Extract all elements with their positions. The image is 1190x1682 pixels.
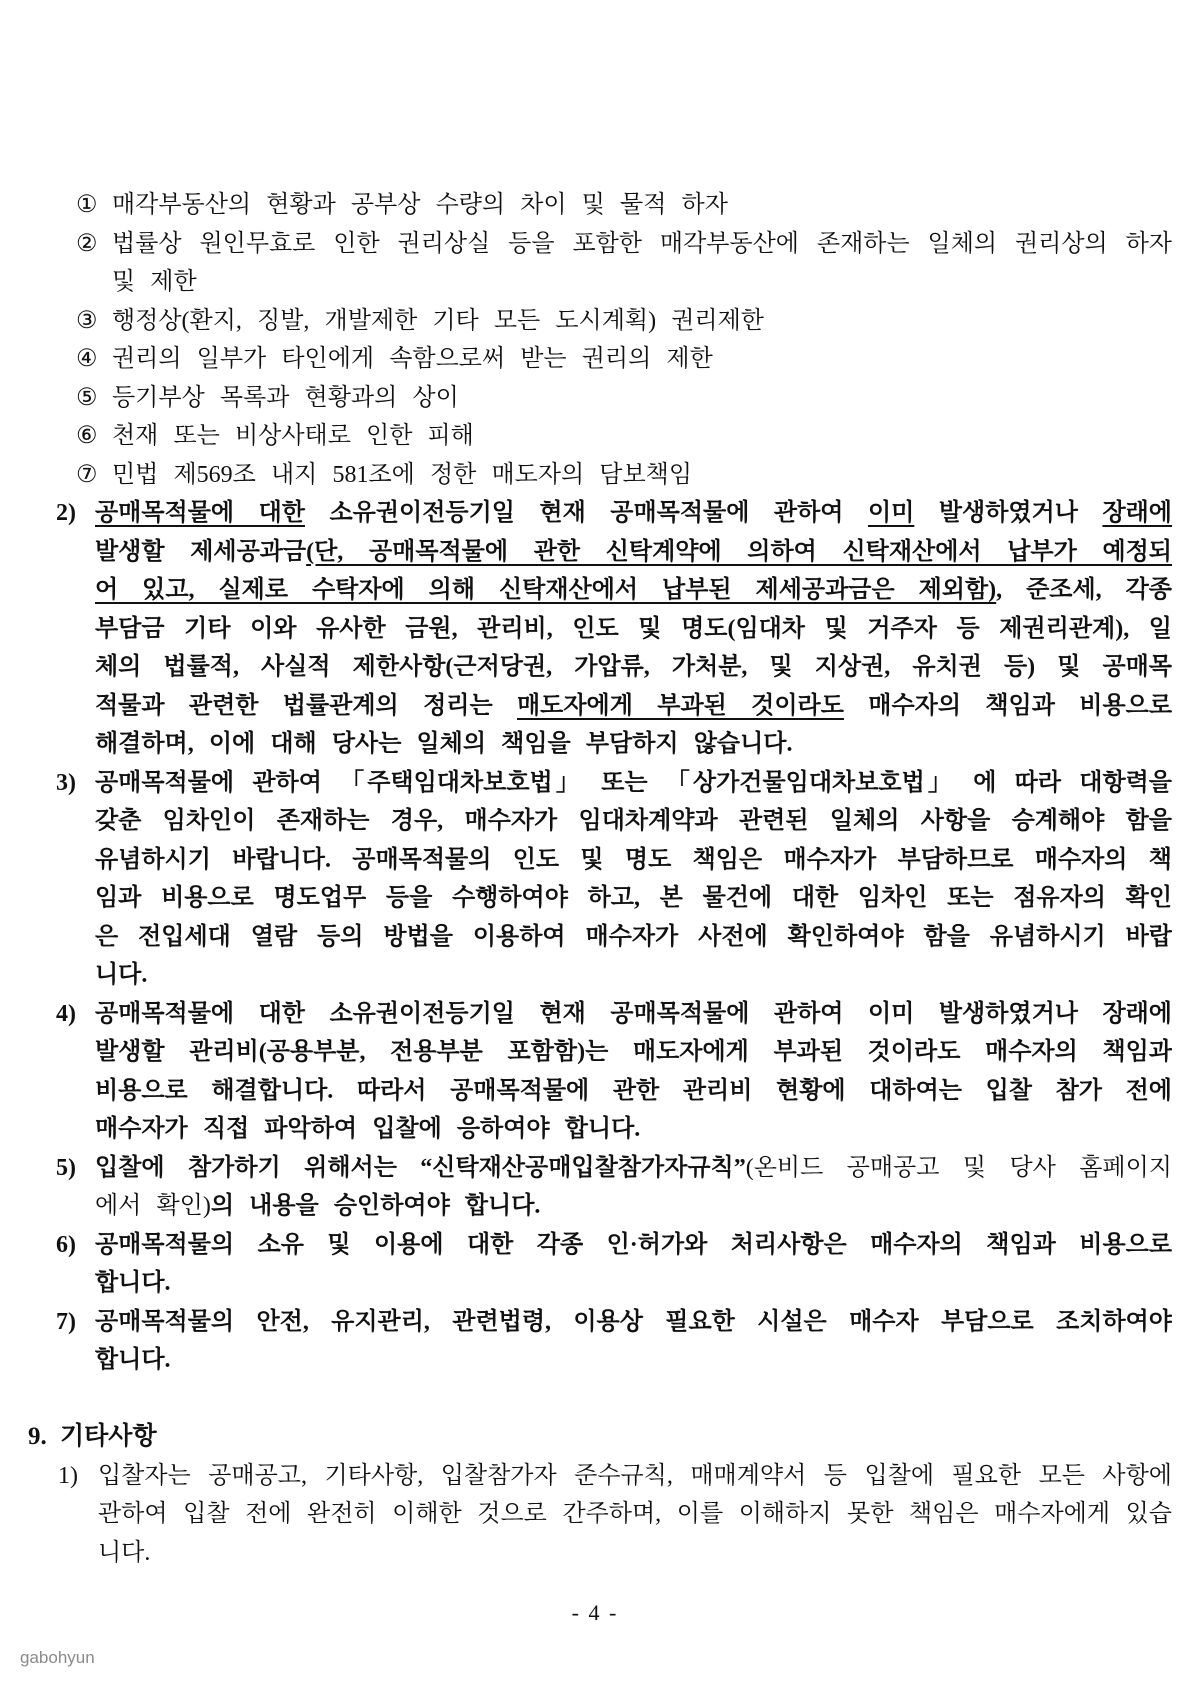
list-item [0,1457,1172,1573]
item-marker: 5) [56,1154,76,1181]
text-line [112,263,1172,302]
list-item [0,417,1172,456]
text-segment: 입찰에 참가하기 위해서는 “신탁재산공매입찰참가자규칙” [95,1154,746,1181]
text-segment: 의 내용을 승인하여야 합니다. [210,1193,541,1219]
text-line [112,186,1172,225]
text-segment: 해결하며, 이에 대해 당사는 일체의 책임을 부담하지 않습니다. [95,731,793,757]
text-segment: 매수자의 책임과 비용으로 [843,692,1172,719]
text-line [112,340,1172,379]
text-line [95,648,1172,687]
text-line [112,417,1172,456]
text-segment: 공매목적물에 대한 소유권이전등기일 현재 공매목적물에 관하여 이미 발생하였거나 장래에 [95,1000,1172,1027]
text-segment: 임과 비용으로 명도업무 등을 수행하여야 하고, 본 물건에 대한 임차인 또는 점유자의 확인 [95,885,1172,911]
item-marker: 4) [56,1000,76,1027]
list-item [0,764,1172,995]
text-line [98,1457,1172,1496]
list-item [0,456,1172,495]
text-segment: 부담금 기타 이와 유사한 금원, 관리비, 인도 및 명도(임대차 및 거주자 등 제권리관계), 일 [95,615,1172,642]
text-segment: 행정상(환지, 징발, 개발제한 기타 모든 도시계획) 권리제한 [112,307,764,334]
text-line [60,1418,1172,1457]
text-line [95,610,1172,649]
text-segment: 매수자가 직접 파악하여 입찰에 응하여야 합니다. [95,1116,641,1142]
text-segment: 기타사항 [60,1423,157,1450]
text-line [95,725,1172,764]
text-segment: 공매목적물의 안전, 유지관리, 관련법령, 이용상 필요한 시설은 매수자 부담으로 조치하여야 [95,1308,1172,1335]
watermark-label: gabohyun [20,1648,95,1667]
item-marker: 2) [56,500,76,526]
text-line [95,956,1172,995]
text-segment: 소유권이전등기일 현재 공매목적물에 관하여 [304,500,868,526]
list-item [0,995,1172,1149]
list-item [0,379,1172,418]
text-line [95,1033,1172,1072]
text-segment: 매각부동산의 현황과 공부상 수량의 차이 및 물적 하자 [112,192,728,218]
text-line [112,379,1172,418]
text-line [95,1187,1172,1226]
text-line [112,456,1172,495]
item-marker: 7) [56,1308,76,1335]
text-segment: 니다. [95,962,148,988]
underlined-text: 어 있고, 실제로 수탁자에 의해 신탁재산에서 납부된 제세공과금은 제외함) [95,577,997,603]
item-marker: ③ [76,307,98,334]
text-segment: 니다. [98,1539,151,1566]
section-heading [0,1418,1172,1457]
item-marker: ② [76,230,98,257]
text-segment: 민법 제569조 내지 581조에 정한 매도자의 담보책임 [112,461,693,488]
text-line [95,1072,1172,1111]
text-line [95,1341,1172,1380]
item-marker: 6) [56,1231,76,1258]
text-line [95,802,1172,841]
list-item [0,494,1172,764]
text-line [95,533,1172,572]
item-marker: 1) [58,1462,78,1489]
item-marker: ⑤ [76,384,98,411]
text-line [112,225,1172,264]
text-segment: 합니다. [95,1347,171,1373]
underlined-text: 매도자에게 부과된 것이라도 [517,692,844,719]
text-line [95,571,1172,610]
underlined-text: (단, 공매목적물에 관한 신탁계약에 의하여 신탁재산에서 납부가 예정되 [306,538,1172,565]
underlined-text: 이미 [867,500,915,526]
text-line [98,1534,1172,1573]
text-segment: 공매목적물의 소유 및 이용에 대한 각종 인·허가와 처리사항은 매수자의 책임과 비용으로 [95,1231,1172,1258]
text-segment: 법률상 원인무효로 인한 권리상실 등을 포함한 매각부동산에 존재하는 일체의 권리상의 하자 [112,230,1172,257]
text-segment: 입찰자는 공매공고, 기타사항, 입찰참가자 준수규칙, 매매계약서 등 입찰에 필요한 모든 사항에 [98,1462,1172,1489]
text-line [95,1226,1172,1265]
text-segment: 적물과 관련한 법률관계의 정리는 [95,692,517,719]
text-segment: 합니다. [95,1270,171,1296]
text-line [95,1303,1172,1342]
item-marker: ⑦ [76,461,98,488]
text-segment: (온비드 공매공고 및 당사 홈페이지 [745,1154,1172,1181]
text-line [95,494,1172,533]
text-segment: 권리의 일부가 타인에게 속함으로써 받는 권리의 제한 [112,346,713,372]
text-segment: 및 제한 [112,269,197,295]
text-segment: 갖춘 임차인이 존재하는 경우, 매수자가 임대차계약과 관련된 일체의 사항을 승계해야 함을 [95,808,1172,834]
text-line [98,1495,1172,1534]
blank-line [0,1380,1172,1419]
list-item [0,186,1172,225]
text-segment: 은 전입세대 열람 등의 방법을 이용하여 매수자가 사전에 확인하여야 함을 유념하시기 바랍 [95,923,1172,950]
text-segment: 체의 법률적, 사실적 제한사항(근저당권, 가압류, 가처분, 및 지상권, 유치권 등) 및 공매목 [95,654,1172,680]
item-marker: ① [76,192,98,218]
text-segment: 발생하였거나 [914,500,1103,526]
list-item [0,340,1172,379]
text-segment: 등기부상 목록과 현황과의 상이 [112,384,459,411]
item-marker: ④ [76,346,98,372]
text-line [95,1264,1172,1303]
text-segment: 비용으로 해결합니다. 따라서 공매목적물에 관한 관리비 현황에 대하여는 입찰 참가 전에 [95,1077,1172,1104]
text-line [95,918,1172,957]
text-line [95,1110,1172,1149]
item-marker: 3) [56,769,76,796]
list-item [0,1303,1172,1380]
text-segment: 에서 확인) [95,1193,211,1219]
text-segment: 공매목적물에 관하여 「주택임대차보호법」 또는 「상가건물임대차보호법」 에 따라 대항력을 [95,769,1172,796]
text-segment: 유념하시기 바랍니다. 공매목적물의 인도 및 명도 책임은 매수자가 부담하므로 매수자의 책 [95,846,1172,873]
underlined-text: 장래에 [1102,500,1172,526]
item-marker: 9. [28,1423,47,1450]
text-segment: 관하여 입찰 전에 완전히 이해한 것으로 간주하며, 이를 이해하지 못한 책임은 매수자에게 있습 [98,1501,1172,1527]
page-number: - 4 - [571,1600,619,1625]
text-line [95,841,1172,880]
text-line [112,302,1172,341]
item-marker: ⑥ [76,423,98,449]
text-line [95,687,1172,726]
text-line [95,764,1172,803]
text-line [95,879,1172,918]
text-segment: 천재 또는 비상사태로 인한 피해 [112,423,474,449]
list-item [0,225,1172,302]
text-segment: , 준조세, 각종 [996,577,1172,603]
underlined-text: 공매목적물에 대한 [95,500,305,526]
text-line [95,1149,1172,1188]
list-item [0,302,1172,341]
list-item [0,1226,1172,1303]
text-segment: 발생할 관리비(공용부분, 전용부분 포함함)는 매도자에게 부과된 것이라도 매수자의 책임과 [95,1039,1172,1065]
text-line [95,995,1172,1034]
text-segment: 발생할 제세공과금 [95,538,307,565]
list-item [0,1149,1172,1226]
